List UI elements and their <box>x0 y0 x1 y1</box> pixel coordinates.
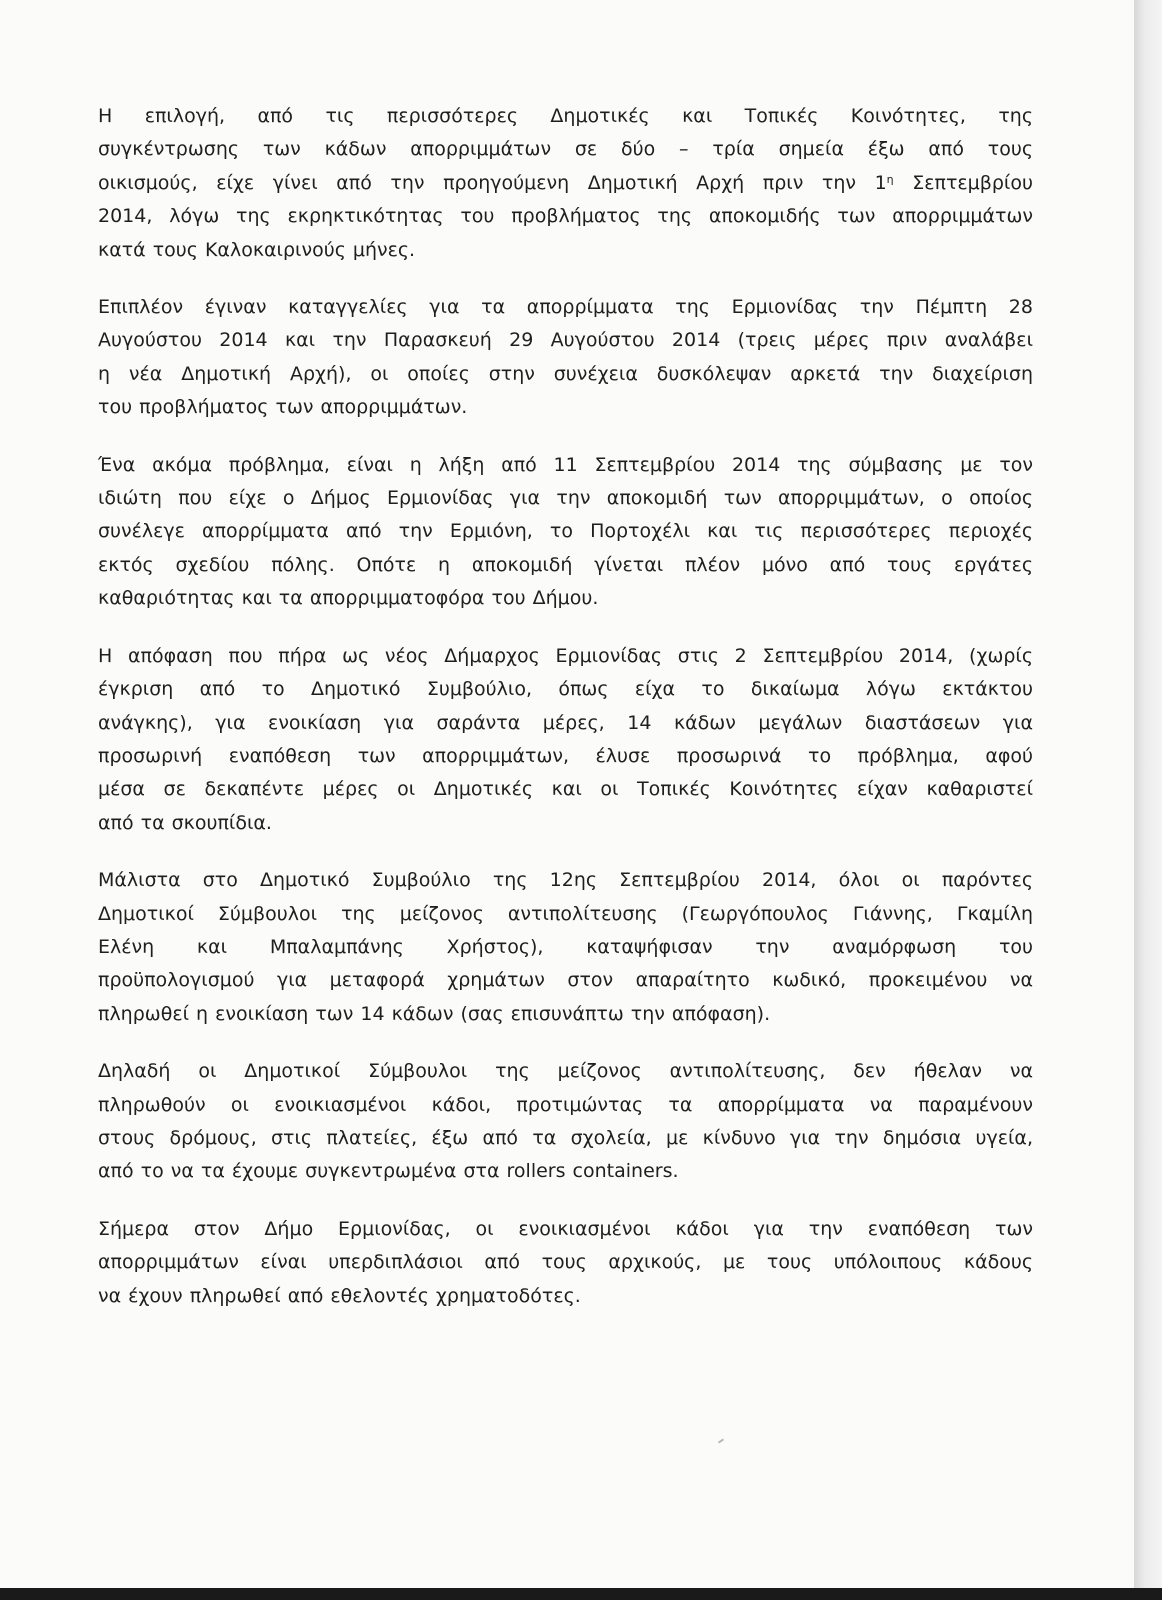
text-line-with-superscript <box>98 167 1033 200</box>
text-line: συνέλεγε απορρίμματα από την Ερμιόνη, το Πορτοχέλι και τις περισσότερες περιοχές <box>98 520 1033 543</box>
text-line: από τα σκουπίδια. <box>98 811 272 834</box>
text-line: Σήμερα στον Δήμο Ερμιονίδας, οι ενοικιασμένοι κάδοι για την εναπόθεση των <box>98 1217 1033 1240</box>
text-line: 2014, λόγω της εκρηκτικότητας του προβλήματος της αποκομιδής των απορριμμάτων <box>98 205 1033 228</box>
text-line: Ελένη και Μπαλαμπάνης Χρήστος), καταψήφισαν την αναμόρφωση του <box>98 935 1033 958</box>
text-line: συγκέντρωσης των κάδων απορριμμάτων σε δύο – τρία σημεία έξω από τους <box>98 138 1033 161</box>
scan-bottom-border <box>0 1588 1162 1600</box>
text-line: ιδιώτη που είχε ο Δήμος Ερμιονίδας για την αποκομιδή των απορριμμάτων, ο οποίος <box>98 487 1033 510</box>
text-line: Επιπλέον έγιναν καταγγελίες για τα απορρίμματα της Ερμιονίδας την Πέμπτη 28 <box>98 296 1033 319</box>
text-line: έγκριση από το Δημοτικό Συμβούλιο, όπως είχα το δικαίωμα λόγω εκτάκτου <box>98 678 1033 701</box>
text-line: πληρωθούν οι ενοικιασμένοι κάδοι, προτιμώντας τα απορρίμματα να παραμένουν <box>98 1093 1033 1116</box>
paragraph-7 <box>98 1213 1033 1313</box>
text-line: Ένα ακόμα πρόβλημα, είναι η λήξη από 11 Σεπτεμβρίου 2014 της σύμβασης με τον <box>98 453 1033 476</box>
text-line: από το να τα έχουμε συγκεντρωμένα στα rollers containers. <box>98 1160 679 1183</box>
text-line: του προβλήματος των απορριμμάτων. <box>98 396 468 419</box>
text-line: να έχουν πληρωθεί από εθελοντές χρηματοδότες. <box>98 1284 581 1307</box>
text-line: εκτός σχεδίου πόλης. Οπότε η αποκομιδή γίνεται πλέον μόνο από τους εργάτες <box>98 553 1033 576</box>
text-line-part: οικισμούς, είχε γίνει από την προηγούμενη Δημοτική Αρχή πριν την 1 <box>98 171 887 194</box>
text-line: πληρωθεί η ενοικίαση των 14 κάδων (σας επισυνάπτω την απόφαση). <box>98 1002 771 1025</box>
text-line: προϋπολογισμού για μεταφορά χρημάτων στον απαραίτητο κωδικό, προκειμένου να <box>98 969 1033 992</box>
document-body <box>98 100 1033 1337</box>
paragraph-6 <box>98 1055 1033 1189</box>
text-line: στους δρόμους, στις πλατείες, έξω από τα σχολεία, με κίνδυνο για την δημόσια υγεία, <box>98 1126 1033 1149</box>
paragraph-4 <box>98 640 1033 840</box>
paragraph-5 <box>98 864 1033 1031</box>
scan-right-margin <box>1134 0 1162 1600</box>
scan-speck <box>718 1438 724 1443</box>
text-line: απορριμμάτων είναι υπερδιπλάσιοι από τους αρχικούς, με τους υπόλοιπους κάδους <box>98 1251 1033 1274</box>
text-line: Η απόφαση που πήρα ως νέος Δήμαρχος Ερμιονίδας στις 2 Σεπτεμβρίου 2014, (χωρίς <box>98 644 1033 667</box>
text-line: Αυγούστου 2014 και την Παρασκευή 29 Αυγούστου 2014 (τρεις μέρες πριν αναλάβει <box>98 329 1033 352</box>
text-line: μέσα σε δεκαπέντε μέρες οι Δημοτικές και οι Τοπικές Κοινότητες είχαν καθαριστεί <box>98 778 1033 801</box>
text-line-part: Σεπτεμβρίου <box>893 171 1033 194</box>
text-line: Δηλαδή οι Δημοτικοί Σύμβουλοι της μείζονος αντιπολίτευσης, δεν ήθελαν να <box>98 1060 1033 1083</box>
ordinal-superscript: η <box>886 172 894 186</box>
text-line: Η επιλογή, από τις περισσότερες Δημοτικές και Τοπικές Κοινότητες, της <box>98 105 1033 127</box>
paragraph-3 <box>98 449 1033 616</box>
text-line: ανάγκης), για ενοικίαση για σαράντα μέρες, 14 κάδων μεγάλων διαστάσεων για <box>98 711 1033 734</box>
paragraph-1 <box>98 100 1033 267</box>
text-line: κατά τους Καλοκαιρινούς μήνες. <box>98 238 416 261</box>
paragraph-2 <box>98 291 1033 425</box>
text-line: καθαριότητας και τα απορριμματοφόρα του Δήμου. <box>98 587 599 610</box>
text-line: Μάλιστα στο Δημοτικό Συμβούλιο της 12ης Σεπτεμβρίου 2014, όλοι οι παρόντες <box>98 869 1033 892</box>
text-line: προσωρινή εναπόθεση των απορριμμάτων, έλυσε προσωρινά το πρόβλημα, αφού <box>98 744 1033 767</box>
text-line: Δημοτικοί Σύμβουλοι της μείζονος αντιπολίτευσης (Γεωργόπουλος Γιάννης, Γκαμίλη <box>98 902 1033 925</box>
text-line: η νέα Δημοτική Αρχή), οι οποίες στην συνέχεια δυσκόλεψαν αρκετά την διαχείριση <box>98 362 1033 385</box>
